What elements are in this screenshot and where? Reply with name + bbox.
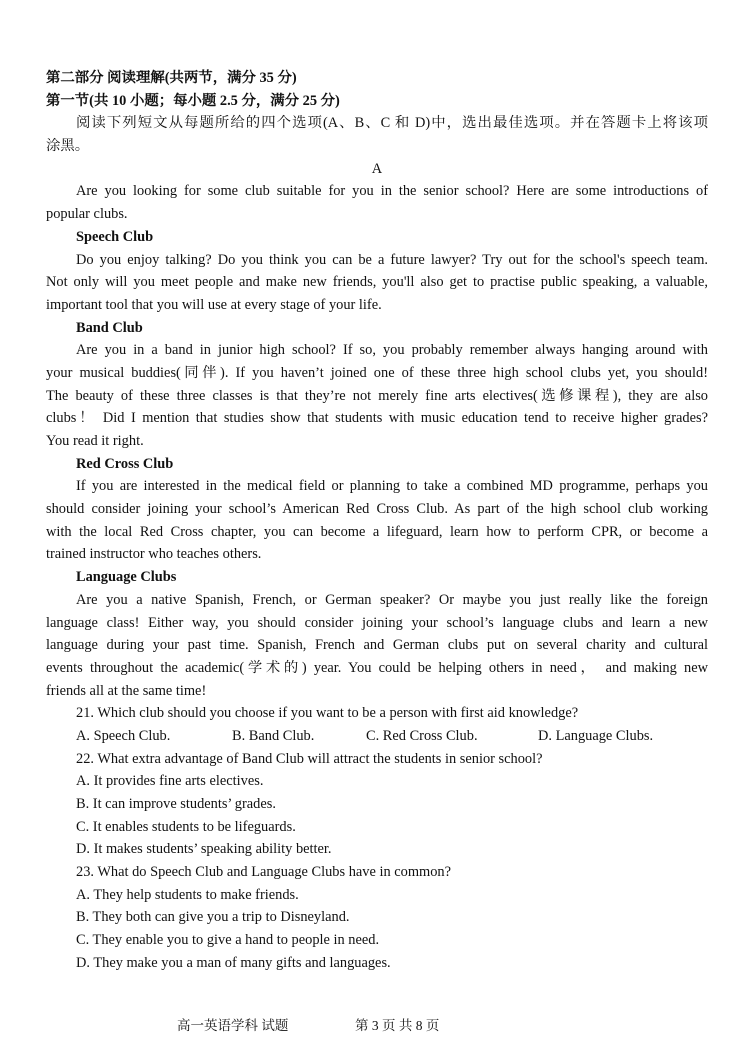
paragraph-line: trained instructor who teaches others. [46,546,262,563]
question-option: A. They help students to make friends. [76,886,299,903]
question-option: A. Speech Club. [76,727,171,744]
question-22-stem: 22. What extra advantage of Band Club will attract the students in senior school? [76,750,543,767]
footer-page-number: 第 3 页 共 8 页 [355,1018,440,1033]
footer-subject: 高一英语学科 试题 [177,1018,289,1033]
question-option: C. It enables students to be lifeguards. [76,818,296,835]
question-option: D. It makes students’ speaking ability better. [76,841,332,858]
part-heading: 第二部分 阅读理解(共两节，满分 35 分) [46,70,297,86]
instruction-line-2: 涂黑。 [46,138,90,155]
paragraph-line: important tool that you will use at every stage of your life. [46,296,382,313]
passage-letter: A [371,160,383,177]
paragraph-line: your musical buddies(同伴). If you haven’t joined one of these three high school clubs yet, you should! [46,364,708,381]
question-option: A. It provides fine arts electives. [76,773,264,790]
paragraph-line: Are you in a band in junior high school? If so, you probably remember always hanging around with [76,342,708,359]
question-option: D. They make you a man of many gifts and languages. [76,954,391,971]
paragraph-line: friends all at the same time! [46,682,207,699]
paragraph-line: The beauty of these three classes is that they’re not merely fine arts electives(选修课程), they are also [46,387,708,404]
intro-line: Are you looking for some club suitable for you in the senior school? Here are some introductions of [76,183,708,200]
paragraph-line: language during your past time. Spanish, French and German clubs put on several charity and cultural [46,637,708,654]
paragraph-line: events throughout the academic(学术的) year. You could be helping others in need， and making new [46,659,708,676]
club-heading-speech: Speech Club [76,228,154,245]
question-option: C. Red Cross Club. [366,727,478,744]
paragraph-line: should consider joining your school’s American Red Cross Club. As part of the high school club working [46,501,708,518]
section-heading: 第一节(共 10 小题；每小题 2.5 分，满分 25 分) [46,92,340,109]
paragraph-line: You read it right. [46,433,144,449]
paragraph-line: If you are interested in the medical field or planning to take a combined MD programme, perhaps you [76,478,708,495]
question-option: B. They both can give you a trip to Disneyland. [76,909,350,926]
exam-page [46,67,708,975]
paragraph-line: language class! Either way, you should consider joining your school’s language clubs and learn a new [46,614,708,631]
question-option: B. It can improve students’ grades. [76,796,276,812]
question-23-stem: 23. What do Speech Club and Language Clubs have in common? [76,864,452,881]
question-option: B. Band Club. [232,727,315,744]
question-option: C. They enable you to give a hand to people in need. [76,932,380,949]
paragraph-line: Not only will you meet people and make new friends, you'll also get to practise public speaking, a valuable, [46,274,708,291]
club-heading-red-cross: Red Cross Club [76,455,174,472]
club-heading-language: Language Clubs [76,569,177,586]
paragraph-line: clubs！ Did I mention that studies show that students with music education tend to receive higher grades? [46,410,708,427]
question-21-options [46,725,708,748]
paragraph-line: Are you a native Spanish, French, or German speaker? Or maybe you just really like the foreign [76,591,708,608]
question-21-stem: 21. Which club should you choose if you want to be a person with first aid knowledge? [76,705,579,722]
question-option: D. Language Clubs. [538,727,654,744]
club-heading-band: Band Club [76,319,143,336]
instruction-line-1: 阅读下列短文从每题所给的四个选项(A、B、C 和 D)中，选出最佳选项。并在答题卡上将该项 [76,115,708,132]
paragraph-line: Do you enjoy talking? Do you think you can be a future lawyer? Try out for the school's speech team. [76,251,708,268]
paragraph-line: with the local Red Cross chapter, you can become a lifeguard, learn how to perform CPR, or become a [46,523,708,540]
intro-line: popular clubs. [46,206,128,223]
